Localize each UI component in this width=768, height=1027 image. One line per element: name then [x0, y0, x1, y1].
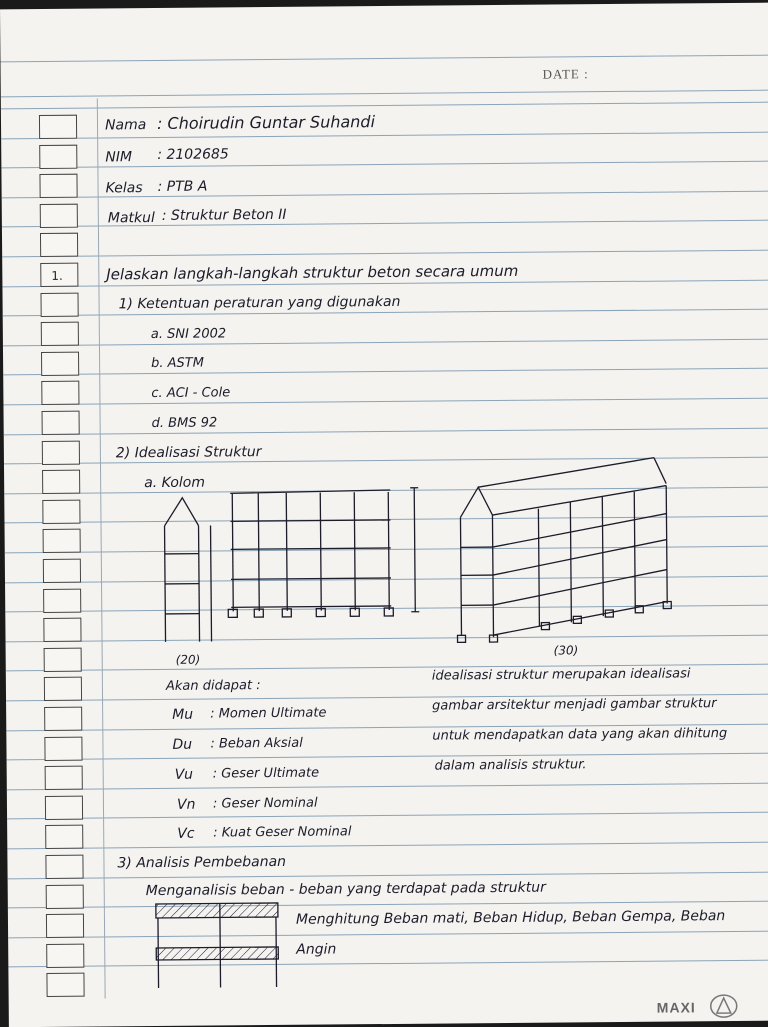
ruled-lines [0, 3, 768, 10]
nim-value: : 2102685 [157, 147, 229, 162]
margin-box [41, 381, 79, 405]
margin-box [39, 174, 77, 198]
explanation-line-3: untuk mendapatkan data yang akan dihitung [432, 727, 727, 743]
ruled-line [3, 368, 768, 376]
kelas-label: Kelas [106, 181, 143, 195]
result-sym-vc: Vc [177, 827, 194, 841]
ruled-line [8, 931, 768, 939]
frame-3d-drawing [452, 456, 674, 648]
frame-2d-drawing [154, 484, 425, 646]
margin-box [44, 707, 82, 731]
ruled-line [0, 55, 768, 63]
explanation-line-4: dalam analisis struktur. [435, 758, 587, 772]
brand-logo: MAXI [657, 999, 696, 1015]
ruled-line [3, 398, 768, 406]
margin-box [45, 766, 83, 790]
step3-desc: Menganalisis beban - beban yang terdapat pada struktur [146, 881, 546, 898]
result-desc-vu: : Geser Ultimate [213, 767, 320, 781]
margin-box [43, 588, 81, 612]
step2-sub: a. Kolom [144, 476, 205, 491]
ruled-line [1, 90, 768, 98]
question-text: Jelaskan langkah-langkah struktur beton secara umum [106, 264, 518, 283]
margin-box [45, 855, 83, 879]
margin-box [39, 144, 77, 168]
margin-box [40, 263, 78, 287]
step1-item-c: c. ACI - Cole [151, 386, 230, 400]
fig-right-label: (30) [554, 644, 579, 656]
notebook-page [0, 3, 768, 1027]
nim-label: NIM [105, 150, 132, 164]
step1-title: 1) Ketentuan peraturan yang digunakan [119, 295, 401, 311]
result-desc-mu: : Momen Ultimate [210, 707, 326, 721]
margin-box [40, 292, 78, 316]
result-title: Akan didapat : [166, 679, 261, 693]
step2-title: 2) Idealisasi Struktur [116, 445, 262, 460]
ruled-line [4, 428, 768, 436]
margin-box [39, 115, 77, 139]
margin-box [44, 677, 82, 701]
explanation-line-2: gambar arsitektur menjadi gambar struktur [432, 697, 717, 712]
fig-left-label: (20) [176, 654, 201, 666]
ruled-line [7, 842, 768, 850]
ruled-line [8, 960, 768, 968]
matkul-label: Matkul [108, 211, 155, 225]
margin-box [45, 795, 83, 819]
explanation-line-1: idealisasi struktur merupakan idealisasi [432, 667, 691, 682]
margin-box [44, 736, 82, 760]
margin-box [40, 233, 78, 257]
matkul-value: : Struktur Beton II [162, 208, 287, 223]
result-sym-vu: Vu [175, 768, 193, 782]
step1-item-a: a. SNI 2002 [151, 327, 226, 341]
result-desc-vc: : Kuat Geser Nominal [213, 825, 351, 839]
margin-box [40, 203, 78, 227]
ruled-line [8, 872, 768, 880]
step1-item-b: b. ASTM [151, 357, 204, 370]
brand-emblem-icon [709, 993, 739, 1019]
margin-box [43, 559, 81, 583]
date-label: DATE : [543, 66, 589, 82]
margin-box [46, 884, 84, 908]
margin-box [46, 973, 84, 997]
margin-box [44, 647, 82, 671]
step3-note-line-2: Angin [296, 942, 336, 956]
margin-boxes [0, 3, 768, 10]
question-number: 1. [51, 269, 63, 283]
ruled-line [2, 250, 768, 258]
ruled-line [1, 102, 768, 110]
margin-box [43, 529, 81, 553]
margin-line [97, 99, 106, 999]
ruled-line [7, 783, 768, 791]
margin-box [42, 440, 80, 464]
margin-box [42, 411, 80, 435]
name-value: : Choirudin Guntar Suhandi [157, 114, 375, 132]
result-desc-du: : Beban Aksial [210, 737, 303, 751]
margin-box [41, 351, 79, 375]
ruled-line [7, 812, 768, 820]
ruled-line [8, 901, 768, 909]
margin-box [46, 943, 84, 967]
margin-box [46, 914, 84, 938]
margin-box [42, 499, 80, 523]
step3-title: 3) Analisis Pembebanan [117, 855, 286, 870]
result-sym-mu: Mu [172, 708, 193, 722]
result-desc-vn: : Geser Nominal [213, 797, 318, 811]
floor-load-drawing [154, 899, 285, 990]
margin-box [41, 322, 79, 346]
name-label: Nama [105, 118, 146, 132]
step1-item-d: d. BMS 92 [152, 416, 218, 430]
margin-box [42, 470, 80, 494]
margin-box [45, 825, 83, 849]
kelas-value: : PTB A [158, 180, 208, 194]
ruled-line [7, 753, 768, 761]
step3-note-line-1: Menghitung Beban mati, Beban Hidup, Beban Gempa, Beban [296, 909, 725, 927]
result-sym-vn: Vn [177, 798, 196, 812]
result-sym-du: Du [172, 738, 192, 752]
margin-box [43, 618, 81, 642]
ruled-line [3, 339, 768, 347]
